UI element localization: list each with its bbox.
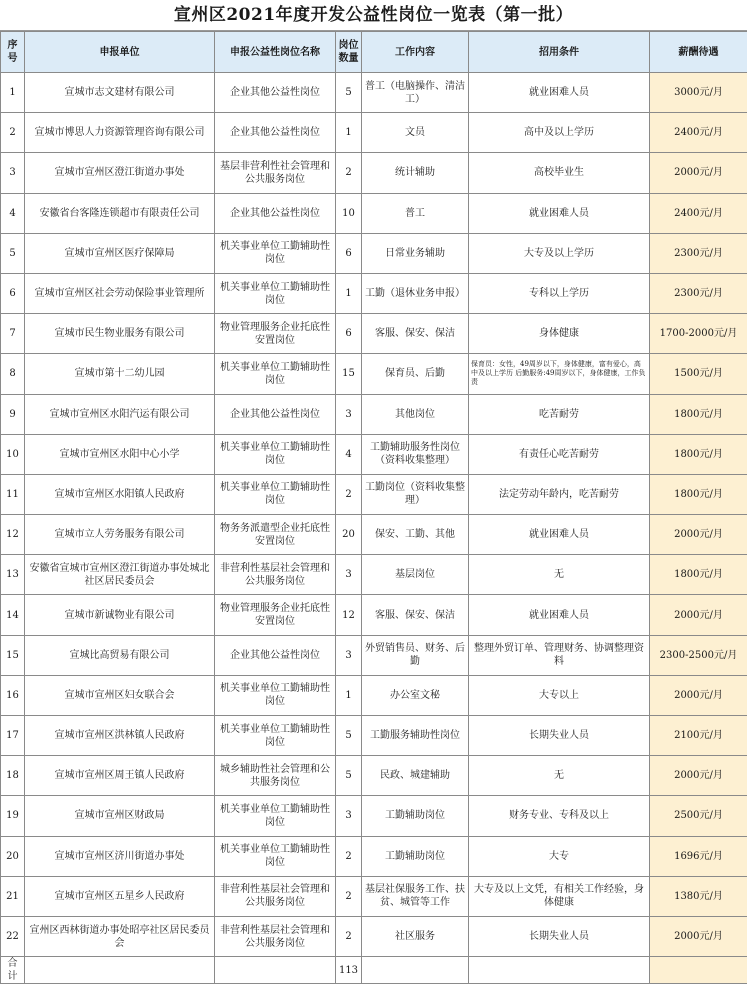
cell-position: 企业其他公益性岗位 [215, 113, 336, 153]
cell-content: 民政、城建辅助 [362, 756, 469, 796]
table-row [1, 193, 747, 233]
total-empty-cell [25, 957, 215, 984]
cell-conditions: 吃苦耐劳 [469, 394, 650, 434]
cell-count: 2 [336, 474, 362, 514]
cell-salary: 1800元/月 [650, 434, 747, 474]
cell-salary: 2000元/月 [650, 675, 747, 715]
cell-count: 5 [336, 756, 362, 796]
total-empty-cell [469, 957, 650, 984]
header-seq: 序号 [1, 32, 25, 73]
total-count: 113 [336, 957, 362, 984]
cell-position: 企业其他公益性岗位 [215, 73, 336, 113]
cell-position: 物业管理服务企业托底性安置岗位 [215, 314, 336, 354]
cell-content: 社区服务 [362, 916, 469, 956]
cell-content: 外贸销售员、财务、后勤 [362, 635, 469, 675]
header-count: 岗位数量 [336, 32, 362, 73]
cell-count: 6 [336, 233, 362, 273]
cell-salary: 1500元/月 [650, 354, 747, 394]
cell-count: 2 [336, 153, 362, 193]
cell-seq: 13 [1, 555, 25, 595]
cell-content: 客服、保安、保洁 [362, 314, 469, 354]
table-row [1, 434, 747, 474]
cell-conditions: 财务专业、专科及以上 [469, 796, 650, 836]
cell-salary: 1800元/月 [650, 555, 747, 595]
cell-conditions: 整理外贸订单、管理财务、协调整理资料 [469, 635, 650, 675]
total-empty-cell [362, 957, 469, 984]
cell-salary: 2300元/月 [650, 233, 747, 273]
cell-unit: 宣城市宣州区澄江街道办事处 [25, 153, 215, 193]
total-label: 合计 [1, 957, 25, 984]
table-row [1, 756, 747, 796]
cell-content: 文员 [362, 113, 469, 153]
table-row [1, 394, 747, 434]
cell-seq: 7 [1, 314, 25, 354]
cell-position: 非营利性基层社会管理和公共服务岗位 [215, 916, 336, 956]
cell-unit: 安徽省台客隆连锁超市有限责任公司 [25, 193, 215, 233]
cell-count: 2 [336, 876, 362, 916]
table-row [1, 796, 747, 836]
cell-count: 10 [336, 193, 362, 233]
cell-position: 机关事业单位工勤辅助性岗位 [215, 474, 336, 514]
cell-count: 1 [336, 273, 362, 313]
cell-unit: 宣州区西林街道办事处昭亭社区居民委员会 [25, 916, 215, 956]
cell-position: 企业其他公益性岗位 [215, 635, 336, 675]
cell-conditions: 有责任心吃苦耐劳 [469, 434, 650, 474]
cell-seq: 1 [1, 73, 25, 113]
cell-content: 工勤（退休业务申报） [362, 273, 469, 313]
cell-unit: 宣城市宣州区水阳汽运有限公司 [25, 394, 215, 434]
positions-table [0, 31, 747, 984]
cell-seq: 16 [1, 675, 25, 715]
table-row [1, 836, 747, 876]
cell-conditions: 法定劳动年龄内，吃苦耐劳 [469, 474, 650, 514]
total-empty-cell [650, 957, 747, 984]
cell-unit: 宣城市宣州区社会劳动保险事业管理所 [25, 273, 215, 313]
cell-count: 1 [336, 113, 362, 153]
cell-conditions: 高校毕业生 [469, 153, 650, 193]
cell-position: 物务务派遣型企业托底性安置岗位 [215, 515, 336, 555]
cell-salary: 1700-2000元/月 [650, 314, 747, 354]
cell-count: 3 [336, 394, 362, 434]
cell-salary: 2000元/月 [650, 756, 747, 796]
cell-seq: 14 [1, 595, 25, 635]
table-row [1, 716, 747, 756]
table-row [1, 233, 747, 273]
cell-unit: 安徽省宣城市宣州区澄江街道办事处城北社区居民委员会 [25, 555, 215, 595]
cell-content: 工勤岗位（资料收集整理） [362, 474, 469, 514]
cell-content: 办公室文秘 [362, 675, 469, 715]
cell-position: 基层非营利性社会管理和公共服务岗位 [215, 153, 336, 193]
cell-conditions: 就业困难人员 [469, 515, 650, 555]
cell-seq: 3 [1, 153, 25, 193]
table-header-row [1, 32, 747, 73]
cell-position: 物业管理服务企业托底性安置岗位 [215, 595, 336, 635]
cell-count: 4 [336, 434, 362, 474]
table-row [1, 354, 747, 394]
table-row [1, 113, 747, 153]
cell-seq: 19 [1, 796, 25, 836]
cell-unit: 宣城市宣州区水阳镇人民政府 [25, 474, 215, 514]
table-row [1, 675, 747, 715]
cell-seq: 18 [1, 756, 25, 796]
cell-content: 日常业务辅助 [362, 233, 469, 273]
cell-content: 工勤辅助岗位 [362, 796, 469, 836]
cell-salary: 2400元/月 [650, 193, 747, 233]
cell-seq: 8 [1, 354, 25, 394]
table-row [1, 555, 747, 595]
cell-position: 机关事业单位工勤辅助性岗位 [215, 354, 336, 394]
cell-unit: 宣城市宣州区周王镇人民政府 [25, 756, 215, 796]
cell-salary: 2000元/月 [650, 515, 747, 555]
table-row [1, 314, 747, 354]
cell-salary: 2500元/月 [650, 796, 747, 836]
cell-salary: 2300元/月 [650, 273, 747, 313]
cell-unit: 宣城市宣州区妇女联合会 [25, 675, 215, 715]
cell-salary: 3000元/月 [650, 73, 747, 113]
cell-content: 基层社保服务工作、扶贫、城管等工作 [362, 876, 469, 916]
cell-content: 普工 [362, 193, 469, 233]
cell-content: 普工（电脑操作、清洁工） [362, 73, 469, 113]
cell-conditions: 长期失业人员 [469, 716, 650, 756]
cell-seq: 15 [1, 635, 25, 675]
cell-unit: 宣城市宣州区水阳中心小学 [25, 434, 215, 474]
page-title: 宣州区2021年度开发公益性岗位一览表（第一批） [0, 0, 747, 31]
cell-count: 20 [336, 515, 362, 555]
cell-conditions: 长期失业人员 [469, 916, 650, 956]
header-content: 工作内容 [362, 32, 469, 73]
cell-count: 3 [336, 635, 362, 675]
cell-seq: 21 [1, 876, 25, 916]
cell-salary: 1800元/月 [650, 394, 747, 434]
cell-content: 统计辅助 [362, 153, 469, 193]
cell-unit: 宣城市新诚物业有限公司 [25, 595, 215, 635]
cell-seq: 5 [1, 233, 25, 273]
cell-content: 其他岗位 [362, 394, 469, 434]
cell-count: 3 [336, 555, 362, 595]
cell-conditions: 无 [469, 756, 650, 796]
cell-salary: 2000元/月 [650, 916, 747, 956]
cell-content: 基层岗位 [362, 555, 469, 595]
cell-count: 12 [336, 595, 362, 635]
cell-unit: 宣城市立人劳务服务有限公司 [25, 515, 215, 555]
cell-position: 机关事业单位工勤辅助性岗位 [215, 796, 336, 836]
cell-unit: 宣城市宣州区财政局 [25, 796, 215, 836]
cell-position: 机关事业单位工勤辅助性岗位 [215, 836, 336, 876]
cell-conditions: 大专及以上学历 [469, 233, 650, 273]
cell-salary: 2100元/月 [650, 716, 747, 756]
cell-unit: 宣城市第十二幼儿园 [25, 354, 215, 394]
cell-unit: 宣城市博思人力资源管理咨询有限公司 [25, 113, 215, 153]
table-row [1, 635, 747, 675]
cell-position: 机关事业单位工勤辅助性岗位 [215, 675, 336, 715]
cell-content: 保安、工勤、其他 [362, 515, 469, 555]
table-row [1, 916, 747, 956]
table-row [1, 515, 747, 555]
cell-unit: 宣城市宣州区五星乡人民政府 [25, 876, 215, 916]
table-row [1, 595, 747, 635]
cell-unit: 宣城市志文建材有限公司 [25, 73, 215, 113]
cell-conditions: 大专 [469, 836, 650, 876]
cell-content: 工勤辅助服务性岗位（资料收集整理） [362, 434, 469, 474]
cell-salary: 2000元/月 [650, 153, 747, 193]
cell-seq: 9 [1, 394, 25, 434]
cell-conditions: 就业困难人员 [469, 595, 650, 635]
total-row [1, 957, 747, 984]
cell-content: 工勤服务辅助性岗位 [362, 716, 469, 756]
cell-position: 企业其他公益性岗位 [215, 394, 336, 434]
cell-unit: 宣城市宣州区医疗保障局 [25, 233, 215, 273]
cell-seq: 20 [1, 836, 25, 876]
table-row [1, 474, 747, 514]
cell-count: 5 [336, 73, 362, 113]
cell-conditions: 就业困难人员 [469, 73, 650, 113]
cell-conditions: 大专以上 [469, 675, 650, 715]
cell-seq: 12 [1, 515, 25, 555]
cell-position: 企业其他公益性岗位 [215, 193, 336, 233]
cell-content: 客服、保安、保洁 [362, 595, 469, 635]
cell-seq: 10 [1, 434, 25, 474]
cell-salary: 1380元/月 [650, 876, 747, 916]
cell-salary: 2400元/月 [650, 113, 747, 153]
header-salary: 薪酬待遇 [650, 32, 747, 73]
cell-unit: 宣城市宣州区济川街道办事处 [25, 836, 215, 876]
cell-position: 机关事业单位工勤辅助性岗位 [215, 716, 336, 756]
cell-conditions: 高中及以上学历 [469, 113, 650, 153]
cell-count: 2 [336, 916, 362, 956]
cell-position: 机关事业单位工勤辅助性岗位 [215, 273, 336, 313]
cell-position: 非营利性基层社会管理和公共服务岗位 [215, 876, 336, 916]
cell-content: 工勤辅助岗位 [362, 836, 469, 876]
header-conditions: 招用条件 [469, 32, 650, 73]
cell-count: 15 [336, 354, 362, 394]
cell-content: 保育员、后勤 [362, 354, 469, 394]
cell-unit: 宣城比高贸易有限公司 [25, 635, 215, 675]
cell-position: 机关事业单位工勤辅助性岗位 [215, 434, 336, 474]
total-empty-cell [215, 957, 336, 984]
cell-count: 6 [336, 314, 362, 354]
cell-count: 1 [336, 675, 362, 715]
cell-seq: 6 [1, 273, 25, 313]
cell-seq: 17 [1, 716, 25, 756]
cell-salary: 1696元/月 [650, 836, 747, 876]
cell-count: 5 [336, 716, 362, 756]
cell-unit: 宣城市民生物业服务有限公司 [25, 314, 215, 354]
cell-seq: 2 [1, 113, 25, 153]
cell-conditions: 就业困难人员 [469, 193, 650, 233]
table-row [1, 73, 747, 113]
cell-position: 城乡辅助性社会管理和公共服务岗位 [215, 756, 336, 796]
cell-salary: 1800元/月 [650, 474, 747, 514]
cell-position: 非营利性基层社会管理和公共服务岗位 [215, 555, 336, 595]
header-unit: 申报单位 [25, 32, 215, 73]
cell-position: 机关事业单位工勤辅助性岗位 [215, 233, 336, 273]
cell-conditions: 身体健康 [469, 314, 650, 354]
table-row [1, 876, 747, 916]
cell-seq: 4 [1, 193, 25, 233]
cell-conditions: 保育员：女性，49周岁以下，身体健康，富有爱心，高中及以上学历 后勤服务:49周岁以下，身体健康，工作负责 [469, 354, 650, 394]
cell-salary: 2300-2500元/月 [650, 635, 747, 675]
cell-conditions: 大专及以上文凭，有相关工作经验，身体健康 [469, 876, 650, 916]
cell-count: 2 [336, 836, 362, 876]
cell-conditions: 无 [469, 555, 650, 595]
table-row [1, 273, 747, 313]
cell-unit: 宣城市宣州区洪林镇人民政府 [25, 716, 215, 756]
cell-seq: 22 [1, 916, 25, 956]
cell-count: 3 [336, 796, 362, 836]
cell-salary: 2000元/月 [650, 595, 747, 635]
header-position: 申报公益性岗位名称 [215, 32, 336, 73]
cell-conditions: 专科以上学历 [469, 273, 650, 313]
cell-seq: 11 [1, 474, 25, 514]
table-row [1, 153, 747, 193]
